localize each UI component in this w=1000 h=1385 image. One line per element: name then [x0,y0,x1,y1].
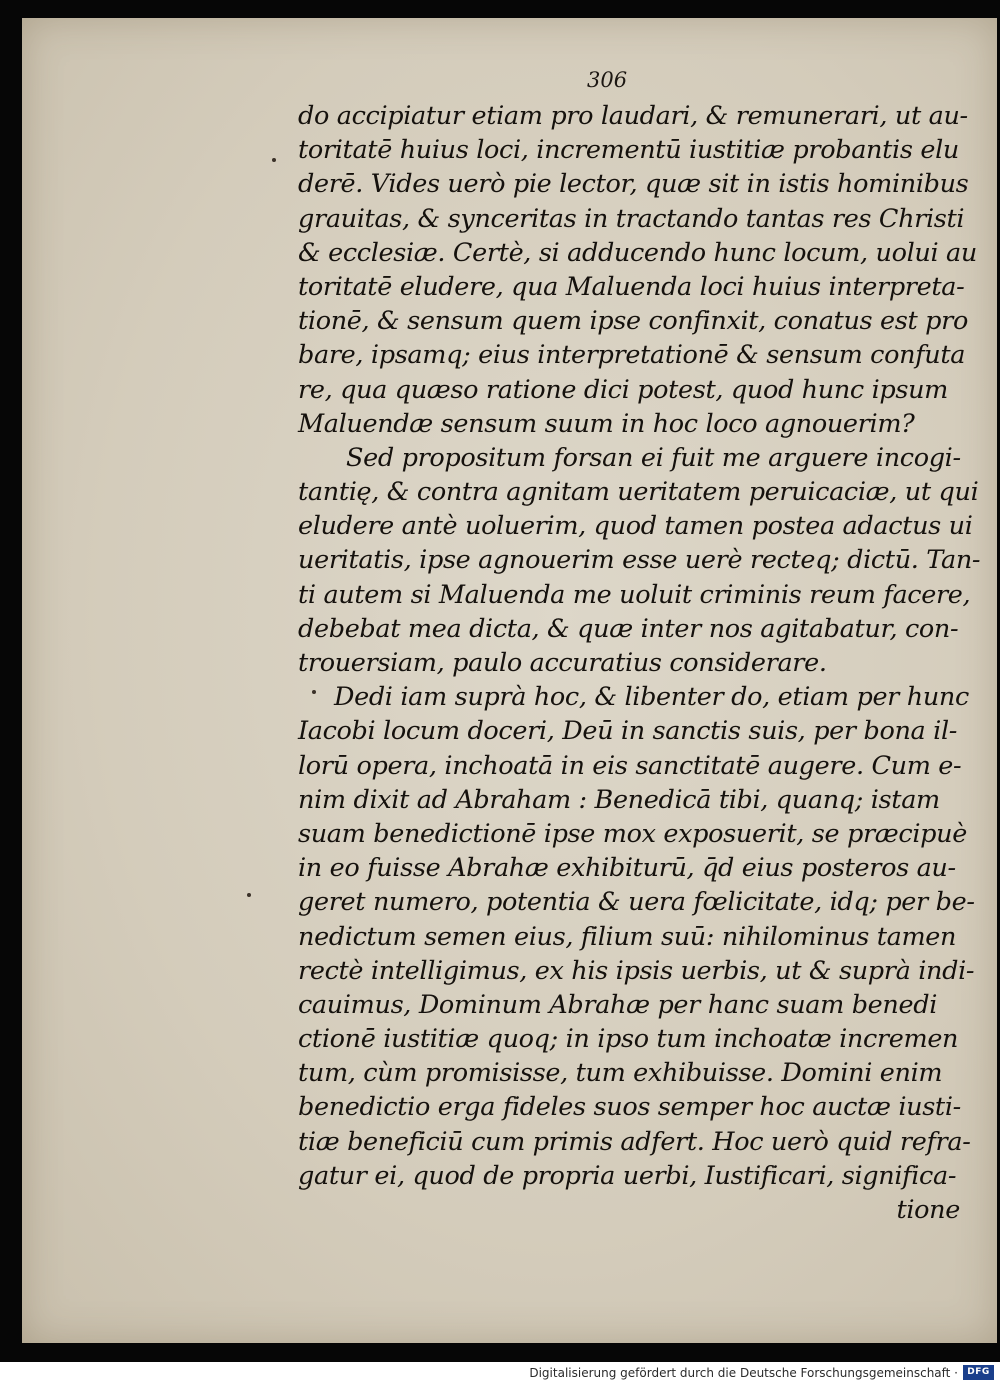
text-line: tantię, & contra agnitam ueritatem peruicaciæ, ut qui [298,477,979,508]
text-line: ctionē iustitiæ quoq; in ipso tum inchoatæ incremen [298,1024,959,1055]
margin-mark [272,158,276,162]
text-line: Maluendæ sensum suum in hoc loco agnouerim? [298,408,915,439]
text-line: bare, ipsamq; eius interpretationē & sensum confuta [298,340,966,371]
text-line: ti autem si Maluenda me uoluit criminis reum facere, [298,579,971,610]
text-line: rectè intelligimus, ex his ipsis uerbis, ut & suprà indi- [298,955,975,986]
text-line: in eo fuisse Abrahæ exhibiturū, q̄d eius posteros au- [298,853,956,884]
text-line: lorū opera, inchoatā in eis sanctitatē augere. Cum e- [298,750,962,781]
body-text [298,99,981,1227]
text-line: toritatē huius loci, incrementū iustitiæ probantis elu [298,135,959,166]
text-line: tum, cùm promisisse, tum exhibuisse. Domini enim [298,1058,943,1089]
text-line: benedictio erga fideles suos semper hoc auctæ iusti- [298,1092,961,1123]
funding-credit: Digitalisierung gefördert durch die Deutsche Forschungsgemeinschaft · [529,1366,958,1380]
page-number: 306 [587,68,628,92]
text-line: tiæ beneficiū cum primis adfert. Hoc uerò quid refra- [298,1126,971,1157]
text-line: ueritatis, ipse agnouerim esse uerè recteq; dictū. Tan- [298,545,981,576]
margin-mark [247,893,251,897]
text-line: do accipiatur etiam pro laudari, & remunerari, ut au- [298,101,968,131]
text-line: cauimus, Dominum Abrahæ per hanc suam benedi [298,989,938,1020]
text-line: suam benedictionē ipse mox exposuerit, se præcipuè [298,818,967,849]
text-line: derē. Vides uerò pie lector, quæ sit in istis hominibus [298,169,969,200]
text-line: debebat mea dicta, & quæ inter nos agitabatur, con- [298,613,959,644]
text-line: tionē, & sensum quem ipse confinxit, conatus est pro [298,306,968,337]
catchword: tione [896,1195,960,1225]
text-line: Sed propositum forsan ei fuit me arguere incogi- [346,442,961,473]
text-line: & ecclesiæ. Certè, si adducendo hunc locum, uolui au [298,237,977,268]
text-line: trouersiam, paulo accuratius considerare. [298,648,827,678]
text-line: toritatē eludere, qua Maluenda loci huius interpreta- [298,271,965,302]
text-line: geret numero, potentia & uera fœlicitate, idq; per be- [298,887,975,918]
text-line: re, qua quæso ratione dici potest, quod hunc ipsum [298,374,949,405]
dfg-logo: DFG [963,1365,994,1380]
text-line: grauitas, & synceritas in tractando tantas res Christi [298,203,965,234]
text-line: gatur ei, quod de propria uerbi, Iustificari, significa- [298,1160,957,1191]
text-line: eludere antè uoluerim, quod tamen postea adactus ui [298,511,973,542]
text-line: nedictum semen eius, filium suū: nihilominus tamen [298,921,957,952]
text-line: nim dixit ad Abraham : Benedicā tibi, quanq; istam [298,784,940,815]
text-line: Dedi iam suprà hoc, & libenter do, etiam per hunc [334,682,969,713]
text-line: Iacobi locum doceri, Deū in sanctis suis, per bona il- [298,716,958,747]
